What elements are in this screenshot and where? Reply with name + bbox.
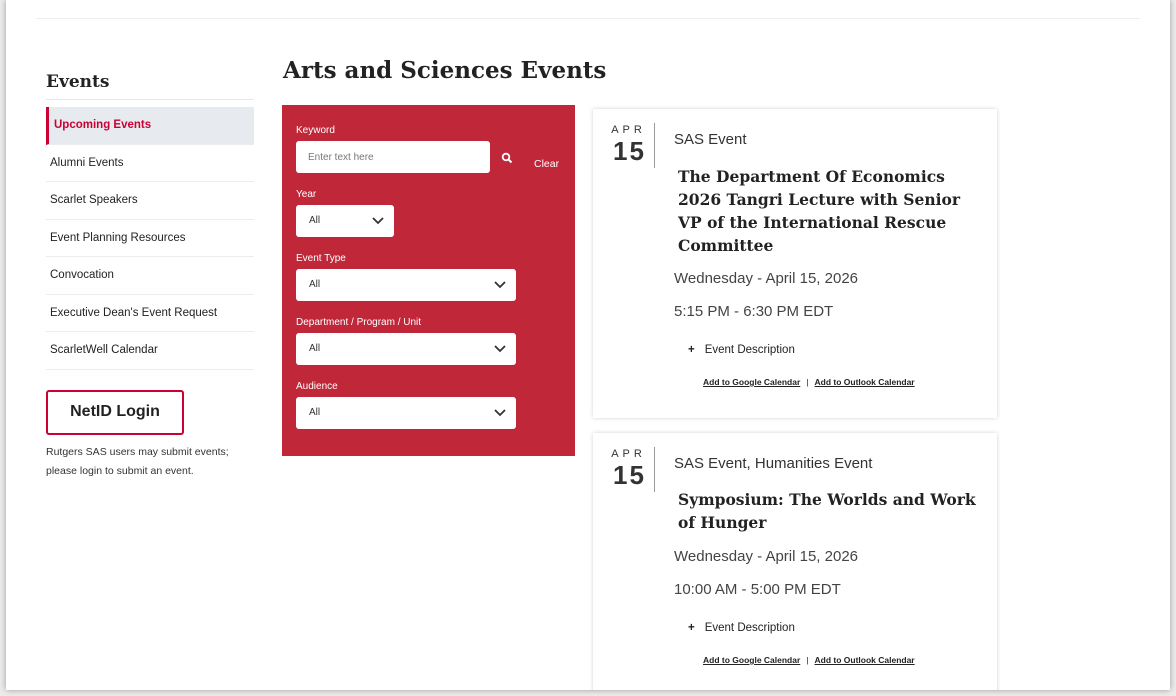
chevron-down-icon [494,345,506,353]
department-select[interactable] [296,333,516,365]
event-description-label: Event Description [704,622,795,634]
event-type-select-value: All [309,279,321,290]
plus-icon: + [688,622,695,634]
link-separator: | [806,655,809,665]
event-month: APR [611,124,646,136]
sidebar-item-upcoming-events[interactable]: Upcoming Events [46,107,254,145]
event-type-select[interactable] [296,269,516,301]
event-title[interactable]: Symposium: The Worlds and Work of Hunger [678,490,976,532]
event-card [593,433,997,690]
add-to-outlook-calendar-link[interactable]: Add to Outlook Calendar [814,377,915,387]
sidebar-item-convocation[interactable]: Convocation [46,257,254,295]
year-select[interactable] [296,205,394,237]
sidebar-item-scarletwell-calendar[interactable]: ScarletWell Calendar [46,332,254,370]
add-to-google-calendar-link[interactable]: Add to Google Calendar [703,377,801,387]
sidebar-title: Events [46,70,254,100]
department-label: Department / Program / Unit [296,317,422,328]
plus-icon: + [688,344,695,356]
page-window [6,0,1170,690]
event-description-label: Event Description [704,344,795,356]
chevron-down-icon [494,281,506,289]
keyword-input[interactable] [296,141,490,173]
audience-label: Audience [296,381,338,392]
calendar-links [703,655,915,665]
login-note [46,443,246,481]
event-description-toggle[interactable] [688,622,795,634]
chevron-down-icon [494,409,506,417]
sidebar-item-alumni-events[interactable]: Alumni Events [46,145,254,183]
event-date-badge [605,123,655,168]
event-time: 5:15 PM - 6:30 PM EDT [674,303,834,320]
link-separator: | [806,377,809,387]
calendar-links [703,377,915,387]
event-day: 15 [613,136,646,166]
add-to-google-calendar-link[interactable]: Add to Google Calendar [703,655,801,665]
event-date: Wednesday - April 15, 2026 [674,548,859,565]
clear-button[interactable]: Clear [534,158,560,170]
event-card [593,109,997,418]
audience-select-value: All [309,407,321,418]
event-type-label: Event Type [296,253,346,264]
event-time: 10:00 AM - 5:00 PM EDT [674,581,841,598]
event-date: Wednesday - April 15, 2026 [674,270,859,287]
sidebar-item-event-planning-resources[interactable]: Event Planning Resources [46,220,254,258]
sidebar-list [46,107,254,370]
filter-panel [282,105,575,456]
audience-select[interactable] [296,397,516,429]
department-select-value: All [309,343,321,354]
event-month: APR [611,448,646,460]
year-label: Year [296,189,317,200]
keyword-label: Keyword [296,125,335,136]
sidebar-item-executive-dean-event-request[interactable]: Executive Dean's Event Request [46,295,254,333]
sidebar [46,70,254,481]
header-divider [36,18,1140,19]
event-type: SAS Event [674,131,747,148]
page-title: Arts and Sciences Events [283,57,607,84]
add-to-outlook-calendar-link[interactable]: Add to Outlook Calendar [814,655,915,665]
sidebar-item-scarlet-speakers[interactable]: Scarlet Speakers [46,182,254,220]
chevron-down-icon [372,217,384,225]
search-icon[interactable] [501,151,513,163]
year-select-value: All [309,215,321,226]
login-note-line: please login to submit an event. [46,464,194,477]
event-description-toggle[interactable] [688,344,795,356]
event-day: 15 [613,460,646,490]
event-type: SAS Event, Humanities Event [674,455,873,472]
event-title[interactable]: The Department Of Economics 2026 Tangri Lecture with Senior VP of the International Rescue Committee [678,167,961,255]
event-date-badge [605,447,655,492]
netid-login-button[interactable]: NetID Login [46,390,184,435]
login-note-line: Rutgers SAS users may submit events; [46,445,229,458]
